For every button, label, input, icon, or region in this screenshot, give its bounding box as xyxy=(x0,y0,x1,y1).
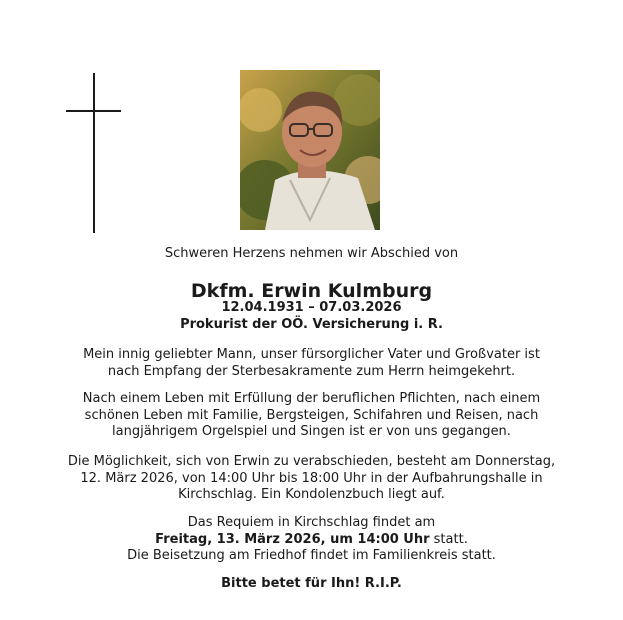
deceased-name: Dkfm. Erwin Kulmburg xyxy=(190,280,433,302)
paragraph-line: Das Requiem in Kirchschlag findet am xyxy=(187,515,436,530)
paragraph-requiem xyxy=(0,515,623,565)
paragraph-life xyxy=(0,391,623,441)
paragraph-line: Nach einem Leben mit Erfüllung der beruflichen Pflichten, nach einem xyxy=(82,391,541,406)
paragraph-line: Die Möglichkeit, sich von Erwin zu verabschieden, besteht am Donnerstag, xyxy=(67,454,556,469)
paragraph-line: langjährigem Orgelspiel und Singen ist er von uns gegangen. xyxy=(112,424,511,439)
cross-vertical-bar xyxy=(93,73,95,233)
paragraph-line: nach Empfang der Sterbesakramente zum Herrn heimgekehrt. xyxy=(107,363,516,379)
paragraph-viewing xyxy=(0,454,623,504)
paragraph-line: Kirchschlag. Ein Kondolenzbuch liegt auf. xyxy=(178,487,445,502)
requiem-date-line xyxy=(0,532,623,549)
paragraph-line: Die Beisetzung am Friedhof findet im Familienkreis statt. xyxy=(127,548,496,563)
intro-text: Schweren Herzens nehmen wir Abschied von xyxy=(164,246,459,261)
paragraph-line: 12. März 2026, von 14:00 Uhr bis 18:00 Uhr in der Aufbahrungshalle in xyxy=(80,470,543,486)
paragraph-passing xyxy=(0,347,623,380)
cross-horizontal-bar xyxy=(66,110,121,112)
paragraph-line: Mein innig geliebter Mann, unser fürsorglicher Vater und Großvater ist xyxy=(83,347,540,362)
requiem-date-suffix: statt. xyxy=(429,531,468,547)
profession: Prokurist der OÖ. Versicherung i. R. xyxy=(180,317,443,332)
closing-prayer: Bitte betet für Ihn! R.I.P. xyxy=(221,576,402,591)
life-dates: 12.04.1931 – 07.03.2026 xyxy=(221,300,402,315)
portrait-photo xyxy=(240,70,380,230)
requiem-date: Freitag, 13. März 2026, um 14:00 Uhr xyxy=(155,531,430,547)
paragraph-line: schönen Leben mit Familie, Bergsteigen, Schifahren und Reisen, nach xyxy=(84,407,539,423)
